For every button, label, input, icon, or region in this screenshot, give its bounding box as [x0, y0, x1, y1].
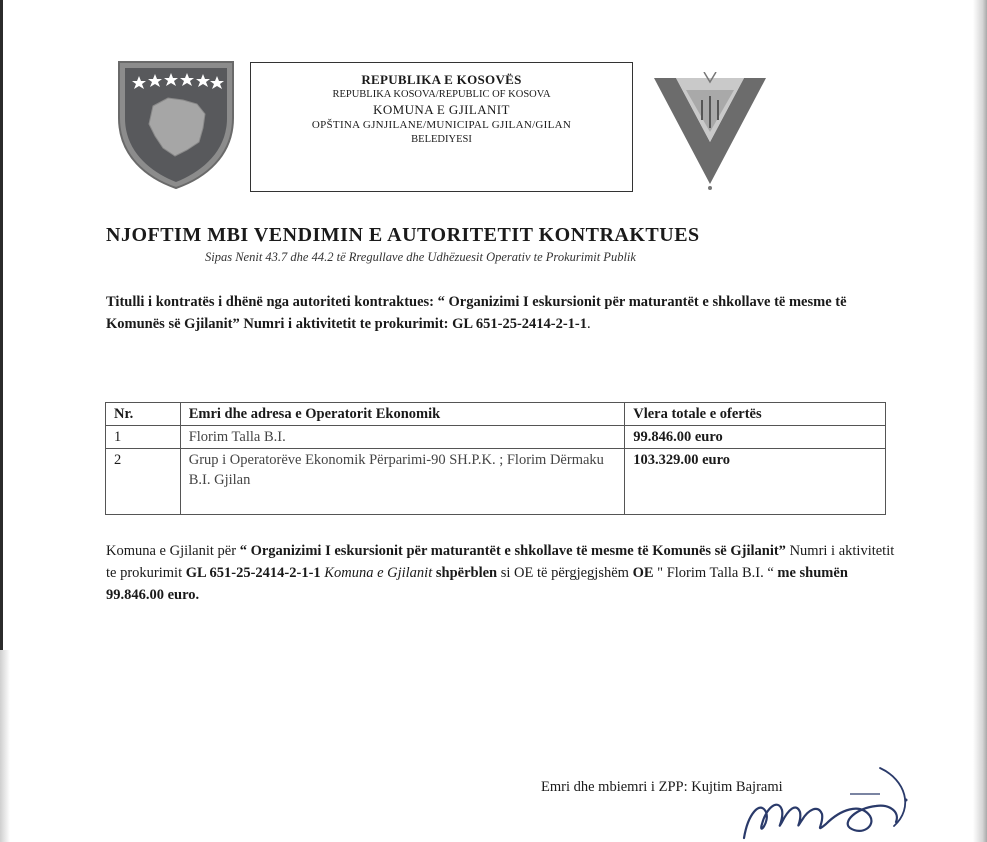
- row-operator: Florim Talla B.I.: [180, 426, 625, 449]
- contract-title-paragraph: [106, 291, 896, 335]
- contract-title-end: .: [587, 316, 591, 332]
- award-contract-title: “ Organizimi I eskursionit për maturantët e shkollave të mesme të Komunës së Gjilanit”: [239, 543, 786, 559]
- header-line-5: BELEDIYESI: [411, 134, 472, 145]
- row-nr: 2: [106, 449, 181, 515]
- page-right-shadow: [973, 0, 987, 842]
- header-operator: Emri dhe adresa e Operatorit Ekonomik: [180, 403, 625, 426]
- offers-table: [105, 402, 886, 515]
- award-text-2: Numri i aktivitetit te prokurimit: [106, 543, 895, 581]
- gjilan-emblem-icon: [652, 72, 768, 192]
- award-text-1: Komuna e Gjilanit për: [106, 543, 240, 559]
- award-amount: me shumën 99.846.00 euro.: [106, 565, 848, 603]
- row-nr: 1: [106, 426, 181, 449]
- header-box: [250, 62, 633, 192]
- page-left-shadow: [0, 650, 10, 842]
- award-text-3: si OE të përgjegjshëm: [497, 565, 633, 581]
- award-activity-number: GL 651-25-2414-2-1-1: [185, 565, 321, 581]
- award-oe: OE: [632, 565, 654, 581]
- header-value: Vlera totale e ofertës: [625, 403, 886, 426]
- award-authority: Komuna e Gjilanit: [320, 565, 433, 581]
- header-line-3: KOMUNA E GJILANIT: [373, 102, 510, 117]
- row-value: 103.329.00 euro: [625, 449, 886, 515]
- award-paragraph: [106, 540, 896, 606]
- zpp-signature-line: Emri dhe mbiemri i ZPP: Kujtim Bajrami: [541, 779, 783, 795]
- header-line-4: OPŠTINA GJNJILANE/MUNICIPAL GJILAN/GILAN: [311, 119, 572, 131]
- document-subtitle: Sipas Nenit 43.7 dhe 44.2 të Rregullave dhe Udhëzuesit Operativ te Prokurimit Publik: [205, 250, 636, 264]
- header-line-2: REPUBLIKA KOSOVA/REPUBLIC OF KOSOVA: [332, 89, 551, 100]
- kosovo-emblem-icon: [113, 56, 239, 190]
- table-row: [106, 426, 886, 449]
- row-value: 99.846.00 euro: [625, 426, 886, 449]
- header-nr: Nr.: [106, 403, 181, 426]
- header-line-1: REPUBLIKA E KOSOVËS: [361, 72, 522, 87]
- row-operator: Grup i Operatorëve Ekonomik Përparimi-90 SH.P.K. ; Florim Dërmaku B.I. Gjilan: [180, 449, 625, 515]
- handwritten-signature: [730, 764, 920, 842]
- award-verb: shpërblen: [432, 565, 498, 581]
- contract-title-text: Titulli i kontratës i dhënë nga autoriteti kontraktues: “ Organizimi I eskursionit për maturantët e shkollave të mesme të Komunës së Gjilanit” Numri i aktivitetit te prokurimit: GL 651-25-2414-2-1-1: [106, 294, 847, 332]
- award-winner: " Florim Talla B.I. “: [653, 565, 778, 581]
- document-title: NJOFTIM MBI VENDIMIN E AUTORITETIT KONTRAKTUES: [106, 224, 700, 246]
- table-row: [106, 449, 886, 515]
- table-header-row: [106, 403, 886, 426]
